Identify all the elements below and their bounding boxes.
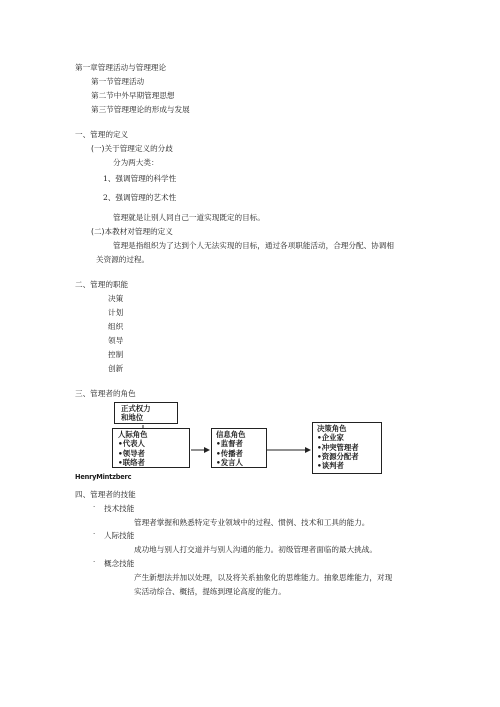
box-line: •冲突管理者: [317, 442, 359, 452]
box-line: 正式权力: [121, 404, 151, 413]
box-line: •代表人: [118, 439, 145, 449]
type-art: 2、强调管理的艺术性: [103, 193, 177, 202]
definition-sentence: 管理就是让别人同自己一道实现既定的目标。: [113, 213, 265, 222]
box-line: 和地位: [121, 413, 144, 423]
skill-name-interpersonal: 人际技能: [104, 531, 135, 540]
informational-roles-box: [211, 428, 267, 468]
section-heading-skills: 四、管理者的技能: [75, 490, 136, 499]
subsection-textbook-definition: (二)本教材对管理的定义: [91, 227, 173, 236]
chapter-title: 第一章管理活动与管理理论: [75, 63, 167, 72]
box-line: •资源分配者: [317, 451, 359, 461]
section-heading-functions: 二、管理的职能: [75, 280, 129, 289]
textbook-definition-line2: 关资源的过程。: [96, 255, 150, 264]
diagram-caption: HenryMintzberc: [75, 473, 132, 481]
toc-section-2: 第二节中外早期管理思想: [91, 91, 175, 100]
box-line: •发言人: [216, 457, 243, 467]
bullet-icon: ·: [93, 503, 96, 511]
skill-desc-technical: 管理者掌握和熟悉特定专业领域中的过程、惯例、技术和工具的能力。: [134, 518, 370, 527]
skill-desc-interpersonal: 成功地与别人打交道并与别人沟通的能力。初级管理者面临的最大挑战。: [134, 545, 377, 554]
box-line: •传播者: [216, 448, 243, 458]
skill-desc-conceptual-line2: 实活动综合、概括，提练到理论高度的能力。: [134, 587, 286, 596]
function-item: 控制: [108, 350, 124, 359]
skill-desc-conceptual-line1: 产生新想法并加以处理，以及将关系抽象化的思维能力。抽象思维能力，对现: [134, 573, 393, 582]
interpersonal-roles-box: [112, 428, 190, 468]
toc-section-1: 第一节管理活动: [91, 77, 145, 86]
skill-name-conceptual: 概念技能: [104, 559, 135, 568]
subsection-divergence: (一)关于管理定义的分歧: [91, 144, 173, 153]
two-types-text: 分为两大类：: [113, 158, 159, 167]
box-line: 信息角色: [216, 430, 246, 439]
section-heading-definition: 一、管理的定义: [75, 130, 129, 139]
function-item: 计划: [108, 308, 124, 317]
box-line: •联络者: [118, 457, 145, 467]
section-heading-roles: 三、管理者的角色: [75, 389, 136, 398]
box-line: •领导者: [118, 448, 145, 458]
textbook-definition-line1: 管理是指组织为了达到个人无法实现的目标，通过各项职能活动，合理分配、协调相: [113, 241, 394, 250]
box-line: •监督者: [216, 439, 243, 449]
box-line: 人际角色: [118, 430, 148, 439]
function-item: 领导: [108, 336, 124, 345]
formal-authority-box: [114, 402, 178, 424]
function-item: 决策: [108, 294, 124, 303]
box-line: •企业家: [317, 433, 344, 443]
skill-name-technical: 技术技能: [104, 504, 135, 513]
bullet-icon: ·: [93, 530, 96, 538]
box-line: 决策角色: [317, 424, 347, 433]
box-line: •谈判者: [317, 461, 344, 470]
bullet-icon: ·: [93, 558, 96, 566]
function-item: 创新: [108, 364, 124, 373]
function-item: 组织: [108, 322, 124, 331]
type-science: 1、强调管理的科学性: [103, 174, 177, 183]
decisional-roles-box: [312, 422, 382, 474]
toc-section-3: 第三节管理理论的形成与发展: [91, 105, 190, 114]
